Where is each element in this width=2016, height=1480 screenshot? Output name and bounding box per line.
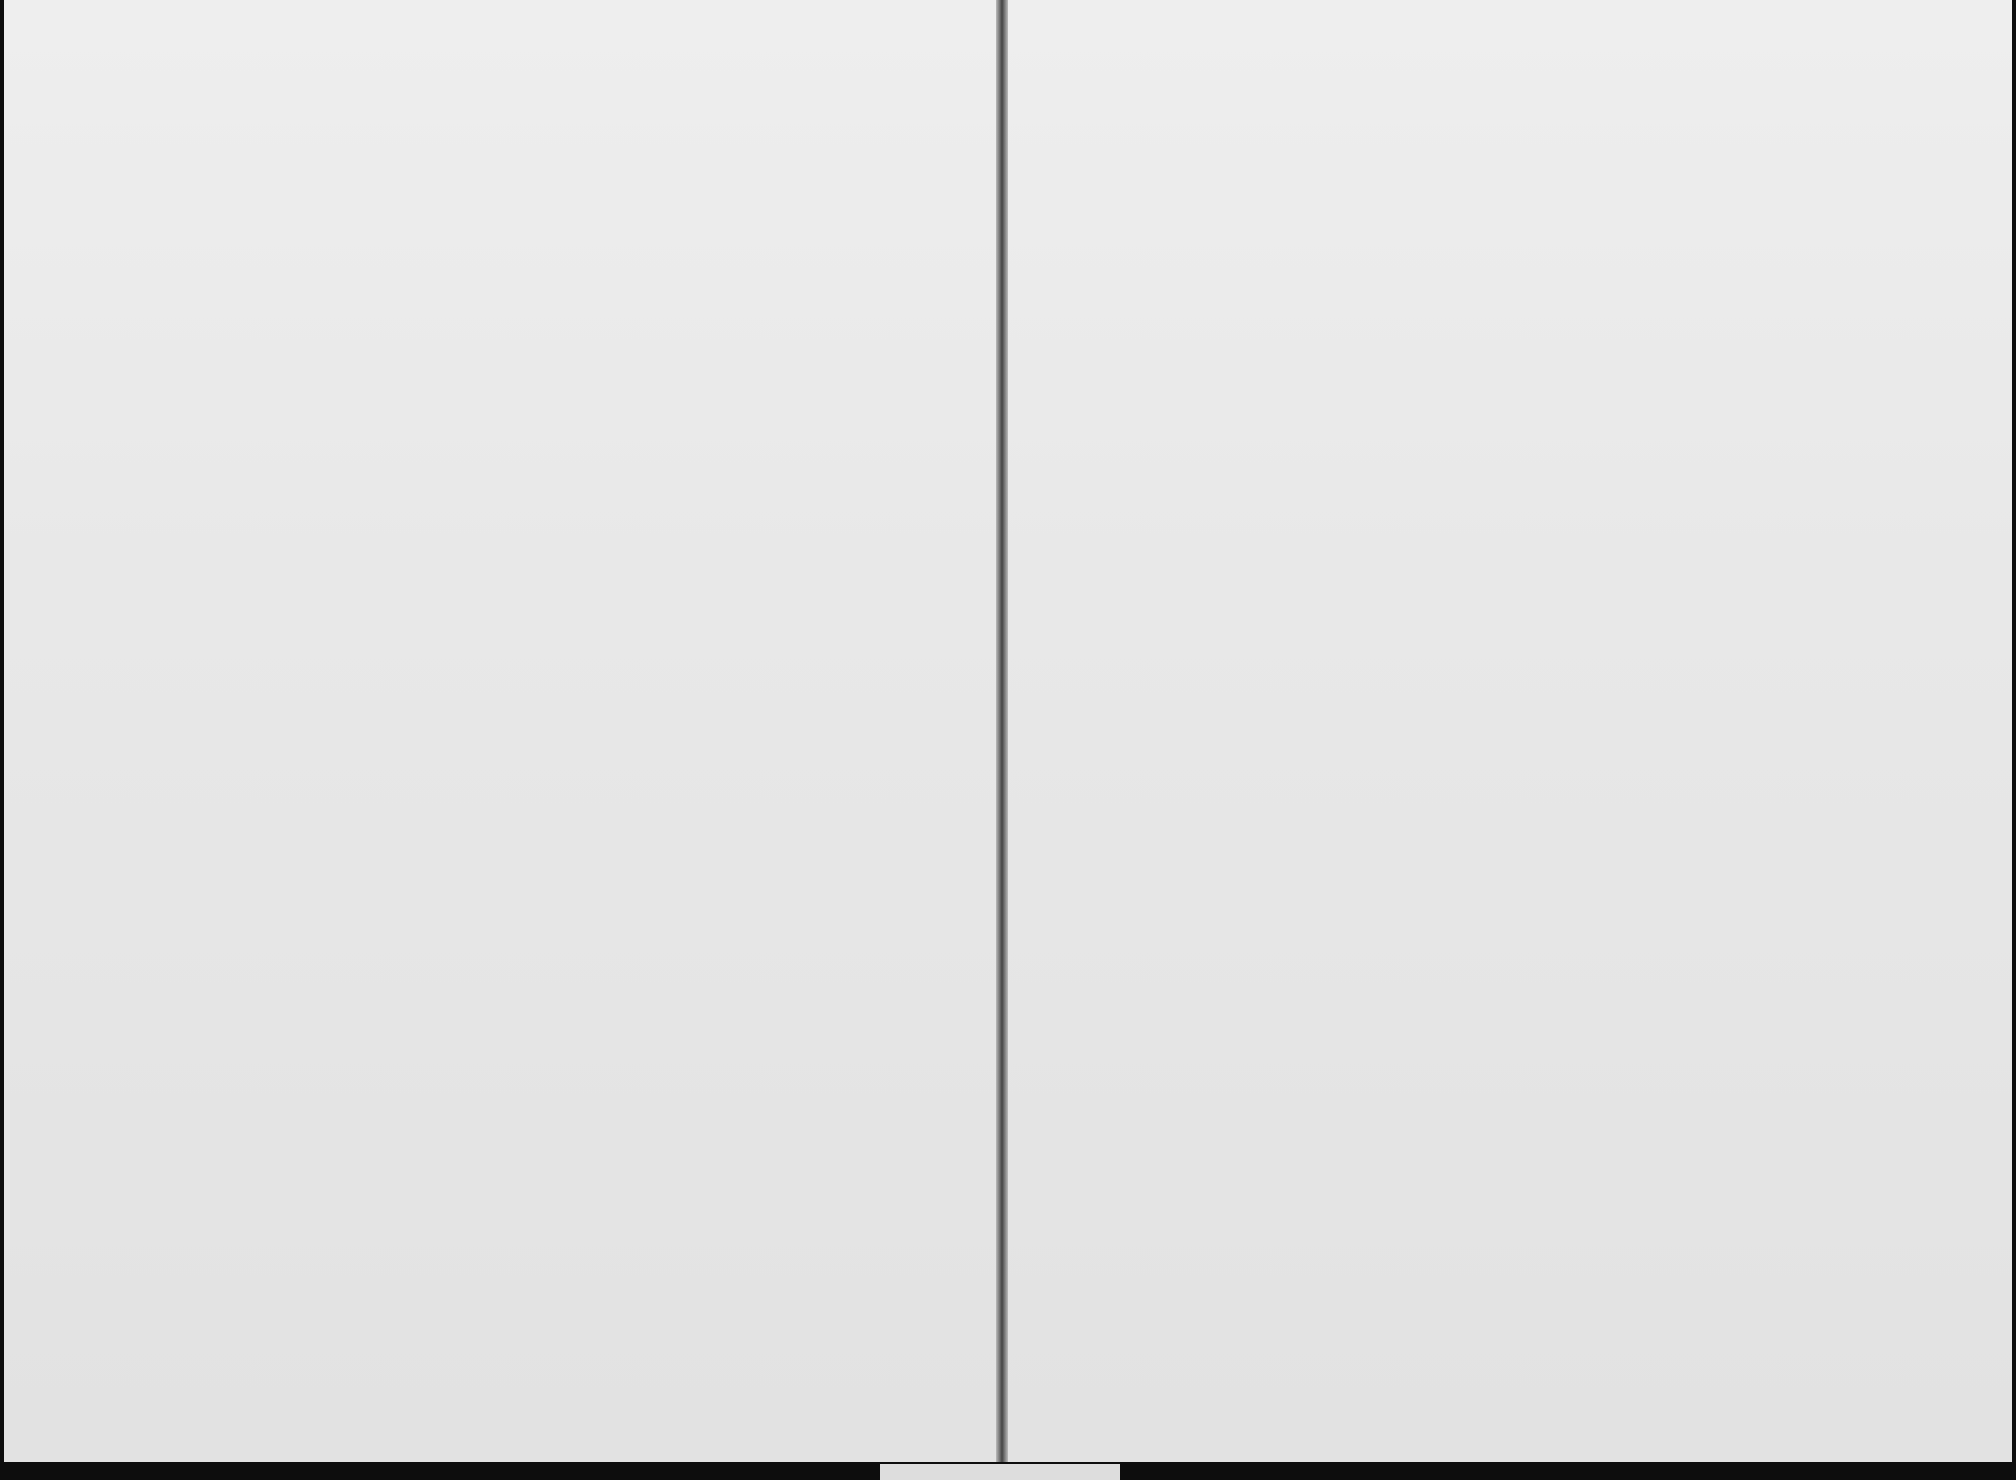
bottom-tab bbox=[880, 1464, 1120, 1480]
